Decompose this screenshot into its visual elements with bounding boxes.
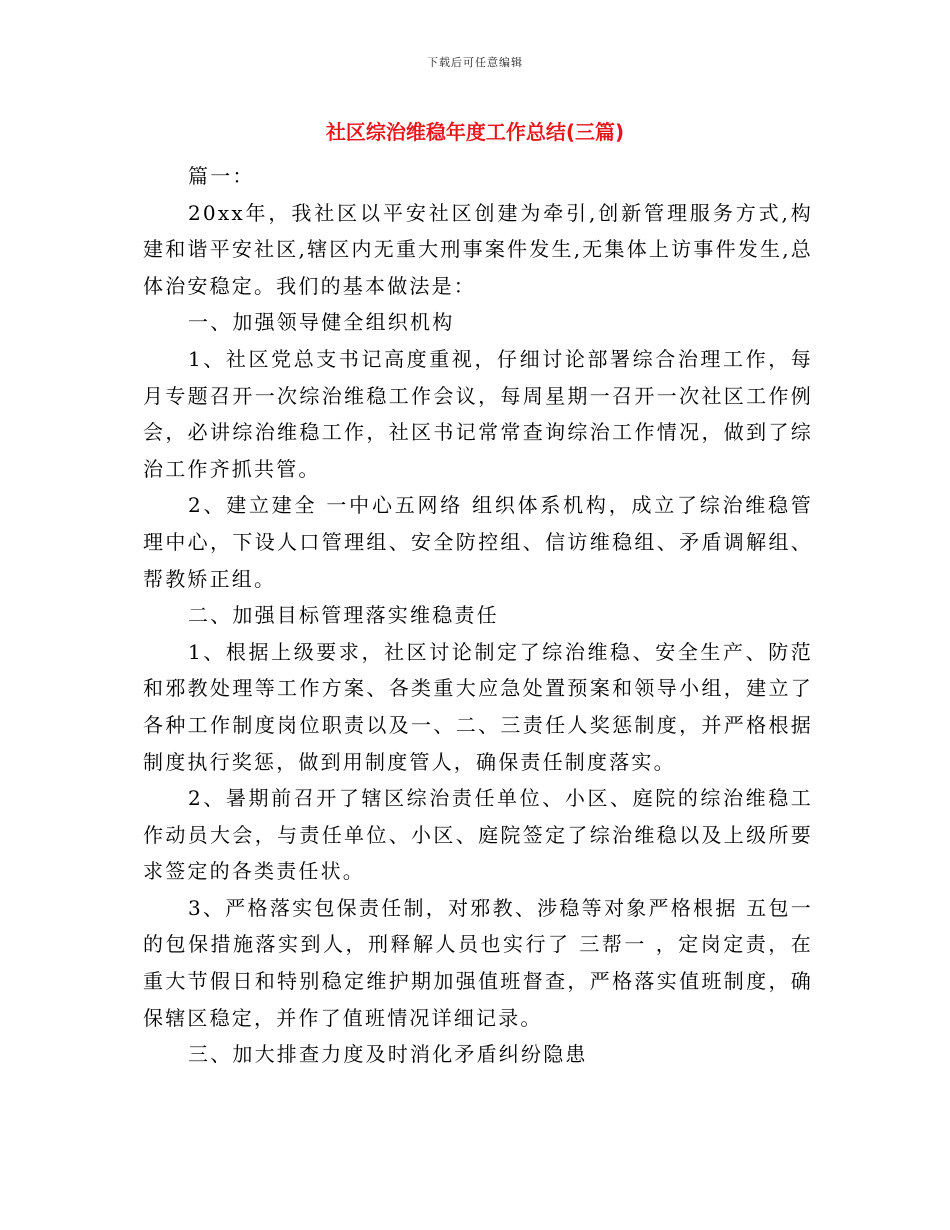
heading-1: 一、加强领导健全组织机构 <box>188 310 455 335</box>
heading-3: 三、加大排查力度及时消化矛盾纠纷隐患 <box>188 1042 588 1067</box>
paragraph: 2、暑期前召开了辖区综治责任单位、小区、庭院的综治维稳工作动员大会，与责任单位、小区、庭院签定了综治维稳以及上级所要求签定的各类责任状。 <box>143 786 813 884</box>
intro-paragraph: 20xx年，我社区以平安社区创建为牵引,创新管理服务方式,构建和谐平安社区,辖区内无重大刑事案件发生,无集体上访事件发生,总体治安稳定。我们的基本做法是： <box>143 200 813 298</box>
document-body <box>143 158 813 1073</box>
paragraph: 1、社区党总支书记高度重视，仔细讨论部署综合治理工作，每月专题召开一次综治维稳工作会议，每周星期一召开一次社区工作例会，必讲综治维稳工作，社区书记常常查询综治工作情况，做到了综治工作齐抓共管。 <box>143 346 813 481</box>
paragraph: 1、根据上级要求，社区讨论制定了综治维稳、安全生产、防范和邪教处理等工作方案、各类重大应急处置预案和领导小组，建立了各种工作制度岗位职责以及一、二、三责任人奖惩制度，并严格根据制度执行奖惩，做到用制度管人，确保责任制度落实。 <box>143 639 813 774</box>
paragraph: 3、严格落实包保责任制，对邪教、涉稳等对象严格根据 五包一的包保措施落实到人，刑释解人员也实行了 三帮一 ，定岗定责，在重大节假日和特别稳定维护期加强值班督查，严格落实值班制度，确保辖区稳定，并作了值班情况详细记录。 <box>143 895 813 1030</box>
section-label: 篇一： <box>188 164 255 188</box>
heading-2: 二、加强目标管理落实维稳责任 <box>188 603 499 628</box>
header-note: 下载后可任意编辑 <box>427 56 523 69</box>
paragraph: 2、建立建全 一中心五网络 组织体系机构，成立了综治维稳管理中心，下设人口管理组、安全防控组、信访维稳组、矛盾调解组、帮教矫正组。 <box>143 493 813 591</box>
document-title: 社区综治维稳年度工作总结(三篇) <box>325 120 625 144</box>
